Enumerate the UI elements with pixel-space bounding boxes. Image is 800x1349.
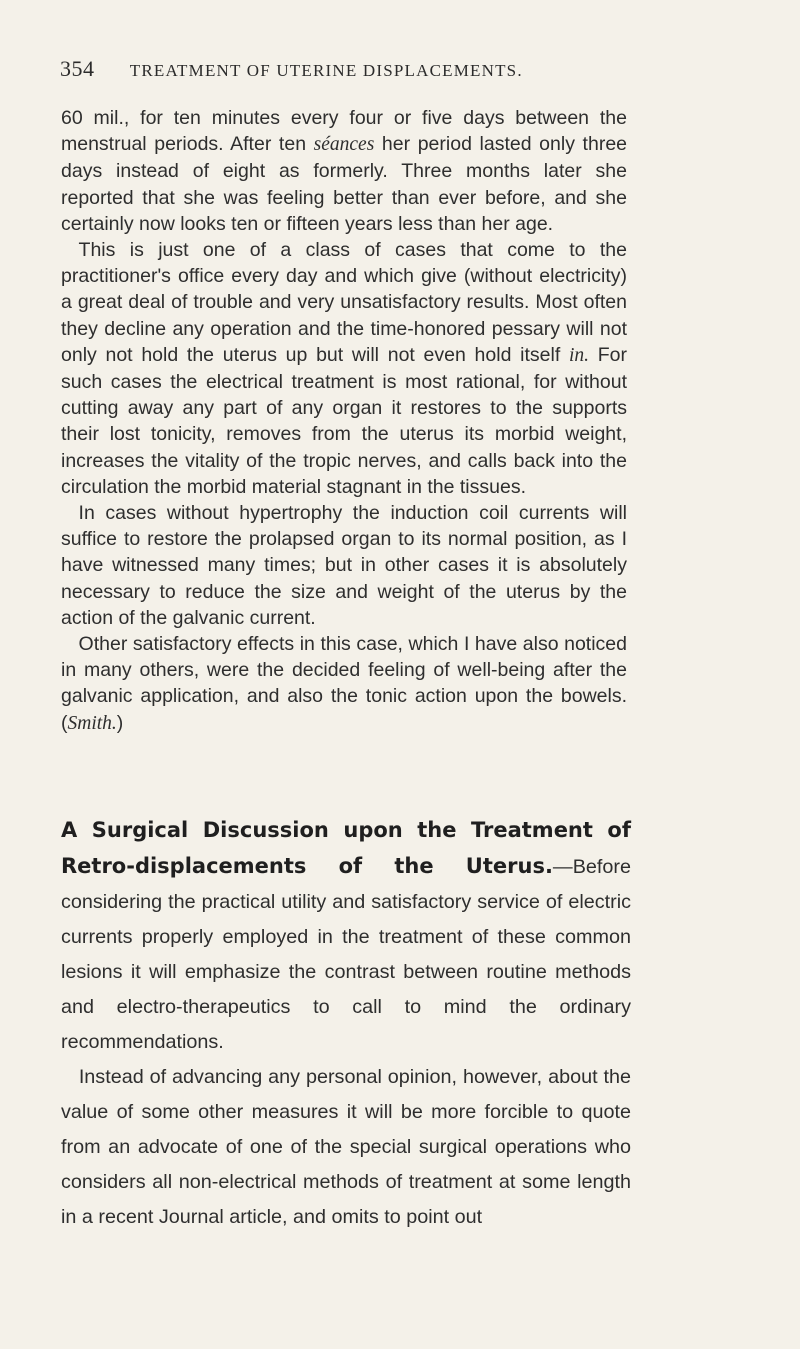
section-heading: A Surgical Discussion upon the Treatment of Retro-displacements of the Uterus.	[61, 818, 631, 878]
paragraph: This is just one of a class of cases that come to the practitioner's office every day and which give (without electricity) a great deal of trouble and very unsatisfactory results. Most often they decline any operation and the time-honored pessary will not only not hold the uterus up but will not even hold itself in. For such cases the electrical treatment is most rational, for without cutting away any part of any organ it restores to the supports their lost tonicity, removes from the uterus its morbid weight, increases the vitality of the tropic nerves, and calls back into the circulation the morbid material stagnant in the tissues.	[61, 239, 628, 498]
italic-term: séances	[313, 134, 375, 156]
section-paragraph: Instead of advancing any personal opinion, however, about the value of some other measures it will be more forcible to quote from an advocate of one of the special surgical operations who considers all non-electrical methods of treatment at some length in a recent Journal article, and omits to point out	[61, 1066, 631, 1228]
citation-author: Smith.	[67, 712, 117, 734]
running-head	[60, 56, 660, 82]
italic-term: in.	[568, 344, 590, 366]
body-text	[61, 105, 627, 737]
paragraph: 60 mil., for ten minutes every four or five days between the menstrual periods. After ten séances her period lasted only three days instead of eight as formerly. Three months later she reported that she was feeling better than ever before, and she certainly now looks ten or fifteen years less than her age.	[61, 107, 628, 235]
paragraph: In cases without hypertrophy the induction coil currents will suffice to restore the prolapsed organ to its normal position, as I have witnessed many times; but in other cases it is absolutely necessary to reduce the size and weight of the uterus by the action of the galvanic current.	[61, 502, 627, 629]
page-number: 354	[60, 56, 95, 81]
running-head-title: TREATMENT OF UTERINE DISPLACEMENTS.	[129, 61, 523, 80]
section-paragraph: A Surgical Discussion upon the Treatment of Retro-displacements of the Uterus.—Before considering the practical utility and satisfactory service of electric currents properly employed in the treatment of these common lesions it will emphasize the contrast between routine methods and electro-therapeutics to call to mind the ordinary recommendations.	[61, 818, 631, 1053]
paragraph: Other satisfactory effects in this case, which I have also noticed in many others, were the decided feeling of well-being after the galvanic application, and also the tonic action upon the bowels. (Smith.)	[61, 633, 627, 734]
section	[61, 813, 631, 1235]
